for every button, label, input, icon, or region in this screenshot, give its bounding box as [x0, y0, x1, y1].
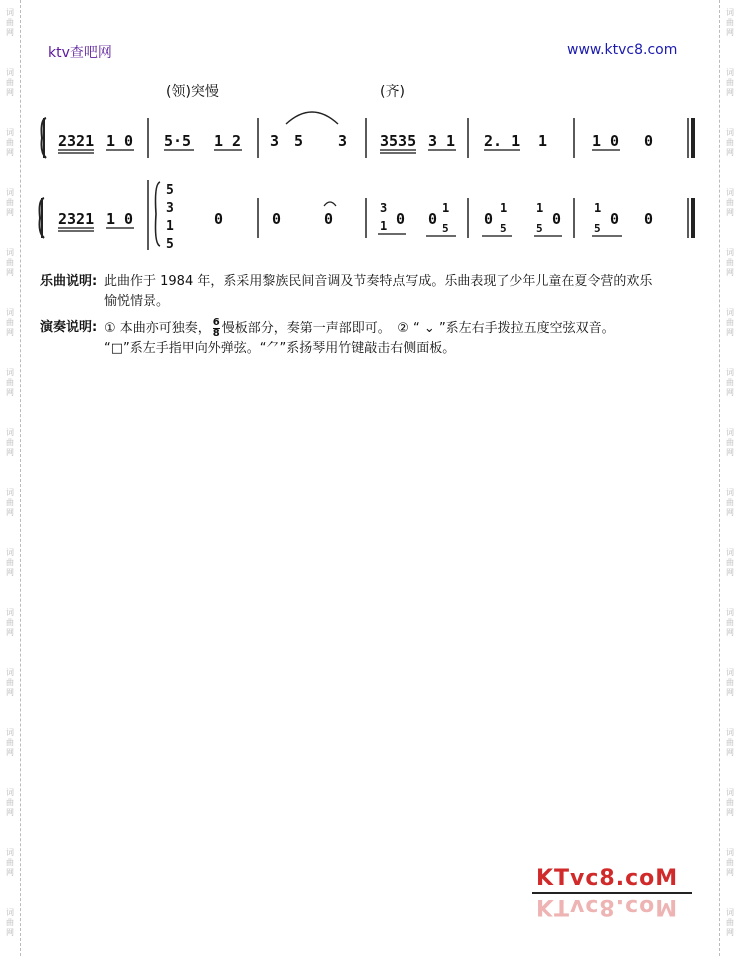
upper-note-4: 1 2	[214, 132, 242, 150]
upper-note-2: 1 0	[106, 132, 134, 150]
lower-note-1: 2321	[58, 210, 95, 228]
upper-note-7: 3	[338, 132, 348, 150]
music-description-line-1: 此曲作于 1984 年，系采用黎族民间音调及节奏特点写成。乐曲表现了少年儿童在夏令营的欢乐	[104, 274, 653, 289]
margin-watermark-text: 词 曲 网	[6, 8, 14, 37]
lower-chord-1: 1	[166, 219, 174, 234]
lower-note-5: 0	[324, 210, 334, 228]
site-name: ktv查吧网	[48, 45, 112, 61]
tutti-marking: (齐)	[380, 84, 405, 100]
margin-watermark-text: 词 曲 网	[726, 548, 734, 577]
margin-watermark-text: 词 曲 网	[726, 368, 734, 397]
margin-watermark-text: 词 曲 网	[6, 488, 14, 517]
performance-notes-line-2: “□”系左手指甲向外弹弦。“⺈”系扬琴用竹键敲击右侧面板。	[104, 341, 456, 356]
upper-note-10: 2. 1	[484, 132, 521, 150]
upper-note-8: 3535	[380, 132, 417, 150]
upper-note-13: 0	[644, 132, 654, 150]
performance-notes-line-1	[104, 318, 700, 339]
margin-watermark-text: 词 曲 网	[6, 68, 14, 97]
lower-chord-3: 3	[166, 201, 174, 216]
lower-note-16: 5	[536, 222, 543, 235]
upper-note-5: 3	[270, 132, 280, 150]
music-description	[40, 272, 700, 312]
lower-note-4: 0	[272, 210, 282, 228]
margin-watermark-text: 词 曲 网	[6, 608, 14, 637]
upper-note-3: 5·5	[164, 132, 192, 150]
music-description-label: 乐曲说明:	[40, 274, 98, 289]
lead-marking: (领)突慢	[166, 84, 219, 100]
margin-watermark-text: 词 曲 网	[6, 428, 14, 457]
music-description-line-2: 愉悦情景。	[104, 294, 170, 309]
lower-note-6: 3	[380, 201, 388, 215]
performance-notes	[40, 318, 700, 359]
lower-note-21: 0	[644, 210, 654, 228]
margin-watermark-text: 词 曲 网	[726, 128, 734, 157]
upper-note-6: 5	[294, 132, 304, 150]
margin-watermark-text: 词 曲 网	[726, 848, 734, 877]
lower-note-15: 1	[536, 201, 544, 215]
site-url: www.ktvc8.com	[567, 42, 678, 58]
lower-note-8: 0	[396, 210, 406, 228]
lower-note-7: 1	[380, 219, 388, 233]
lower-note-11: 5	[442, 222, 449, 235]
margin-watermark-text: 词 曲 网	[6, 788, 14, 817]
lower-note-10: 1	[442, 201, 450, 215]
performance-notes-label: 演奏说明:	[40, 320, 98, 335]
margin-watermark-text: 词 曲 网	[726, 608, 734, 637]
margin-watermark-text: 词 曲 网	[726, 308, 734, 337]
explanation-notes	[40, 272, 700, 365]
lower-note-3: 0	[214, 210, 224, 228]
upper-note-11: 1	[538, 132, 548, 150]
upper-note-12: 1 0	[592, 132, 620, 150]
time-signature: $\frac{6}{8}$	[212, 317, 220, 339]
upper-staff	[42, 112, 694, 158]
margin-watermark-text: 词 曲 网	[726, 908, 734, 937]
margin-watermark-text: 词 曲 网	[726, 8, 734, 37]
logo-reflection: KTvc8.coM	[536, 894, 679, 919]
lower-note-13: 1	[500, 201, 508, 215]
lower-chord-5b: 5	[166, 237, 174, 250]
margin-watermark-text: 词 曲 网	[6, 548, 14, 577]
lower-note-20: 0	[610, 210, 620, 228]
site-logo	[536, 866, 696, 926]
margin-watermark-text: 词 曲 网	[726, 788, 734, 817]
lower-note-18: 1	[594, 201, 602, 215]
lower-note-19: 5	[594, 222, 601, 235]
lower-note-2: 1 0	[106, 210, 134, 228]
margin-watermark-text: 词 曲 网	[6, 308, 14, 337]
lower-chord-5: 5	[166, 183, 174, 198]
lower-staff	[40, 180, 694, 250]
margin-watermark-text: 词 曲 网	[6, 908, 14, 937]
margin-watermark-text: 词 曲 网	[726, 248, 734, 277]
logo-text: KTvc8.coM	[536, 866, 679, 891]
margin-watermark-text: 词 曲 网	[726, 728, 734, 757]
lower-note-14: 5	[500, 222, 507, 235]
margin-watermark-text: 词 曲 网	[726, 488, 734, 517]
margin-watermark-text: 词 曲 网	[6, 728, 14, 757]
margin-watermark-text: 词 曲 网	[6, 368, 14, 397]
perf-text-1a: ① 本曲亦可独奏，	[104, 321, 211, 336]
margin-watermark-text: 词 曲 网	[726, 68, 734, 97]
lower-note-17: 0	[552, 210, 562, 228]
margin-watermark-text: 词 曲 网	[6, 248, 14, 277]
margin-watermark-text: 词 曲 网	[6, 668, 14, 697]
margin-watermark-text: 词 曲 网	[726, 188, 734, 217]
lower-note-9: 0	[428, 210, 438, 228]
margin-watermark-text: 词 曲 网	[6, 848, 14, 877]
upper-note-1: 2321	[58, 132, 95, 150]
margin-watermark-text: 词 曲 网	[726, 668, 734, 697]
margin-watermark-text: 词 曲 网	[726, 428, 734, 457]
perf-text-1b: 慢板部分，奏第一声部即可。 ② “ ⌄ ”系左右手拨拉五度空弦双音。	[221, 321, 615, 336]
lower-note-12: 0	[484, 210, 494, 228]
margin-watermark-text: 词 曲 网	[6, 128, 14, 157]
music-score	[0, 0, 740, 250]
upper-note-9: 3 1	[428, 132, 456, 150]
margin-watermark-text: 词 曲 网	[6, 188, 14, 217]
